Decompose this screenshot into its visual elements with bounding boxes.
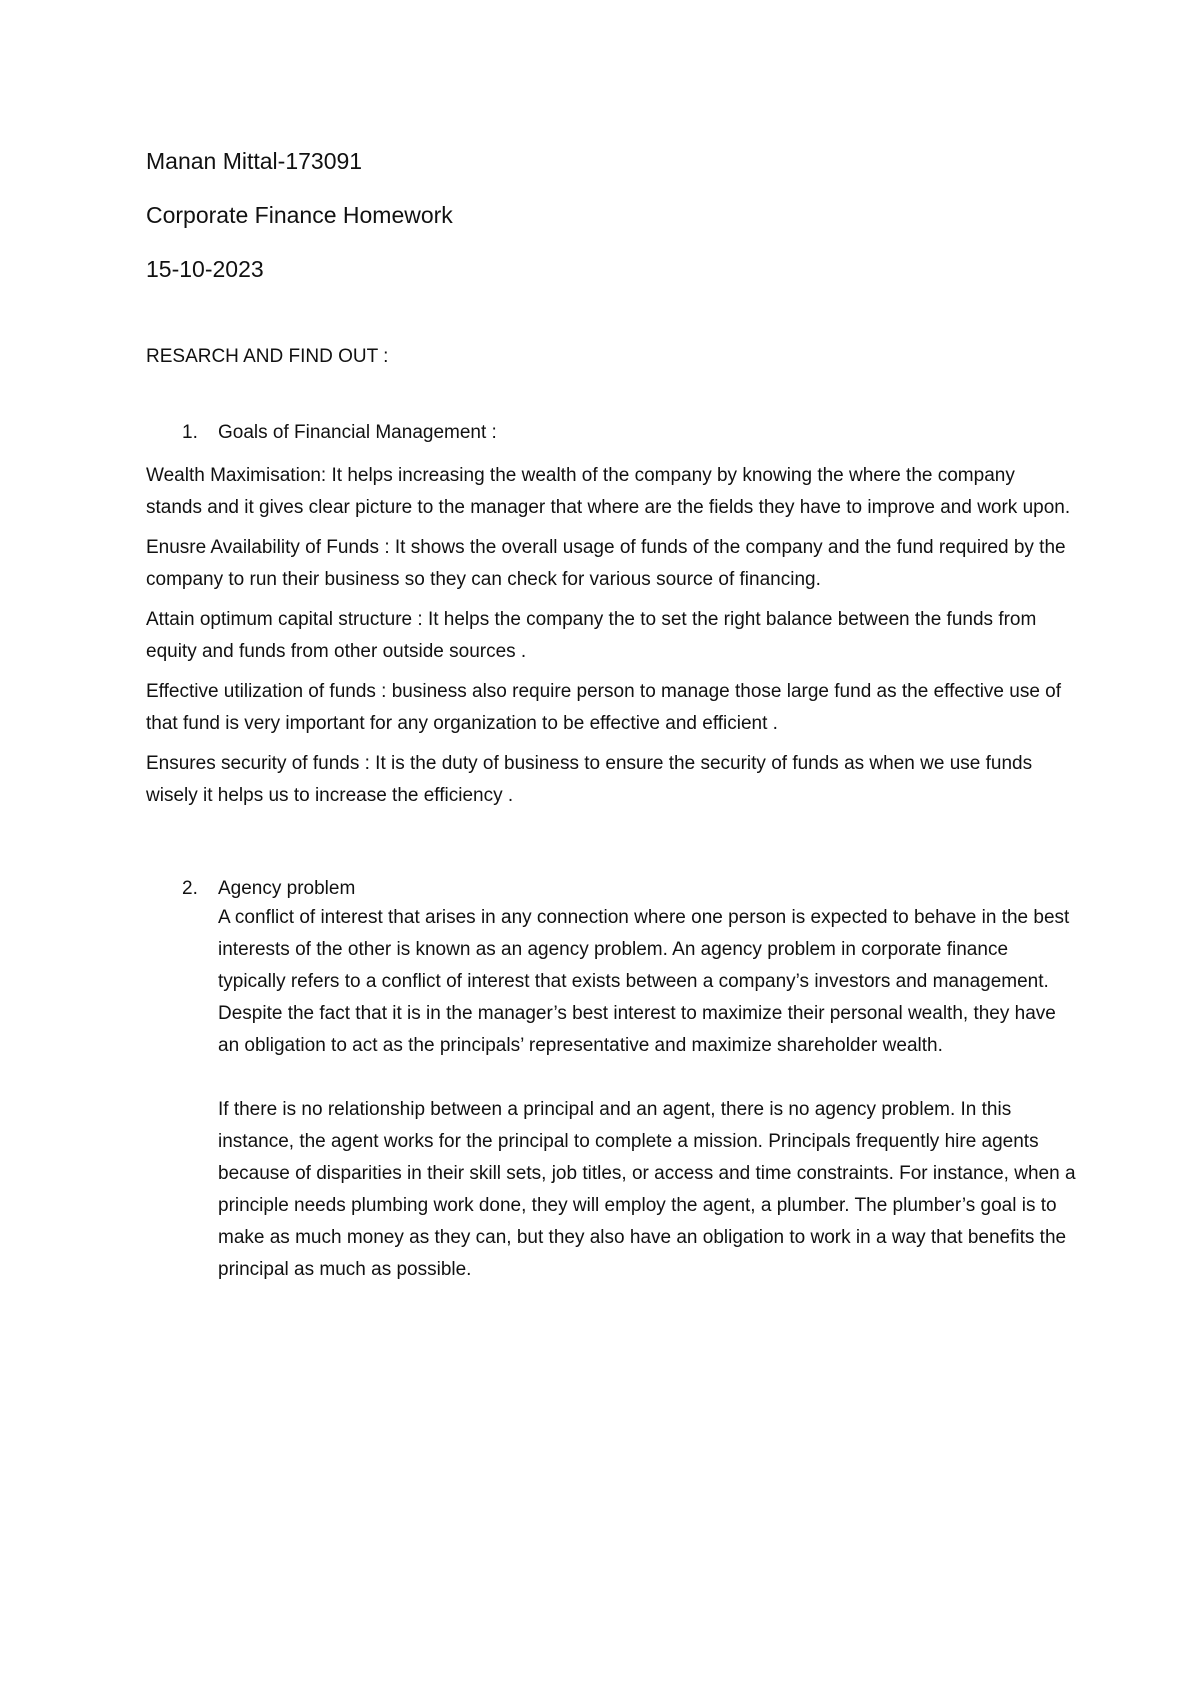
list-number: 2.: [182, 878, 198, 899]
document-content: [146, 146, 1076, 1286]
section-heading: RESARCH AND FIND OUT :: [146, 346, 389, 367]
list-number: 1.: [182, 422, 198, 443]
goal-paragraph-capital-structure: Attain optimum capital structure : It helps the company the to set the right balance between the funds from equity and funds from other outside sources .: [146, 609, 1037, 662]
agency-paragraph-definition: A conflict of interest that arises in any connection where one person is expected to behave in the best interests of the other is known as an agency problem. An agency problem in corporate finance typically refers to a conflict of interest that exists between a company’s investors and management. Despite the fact that it is in the manager’s best interest to maximize their personal wealth, they have an obligation to act as the principals’ representative and maximize shareholder wealth.: [218, 907, 1070, 1056]
goal-paragraph-utilization-of-funds: Effective utilization of funds : business also require person to manage those large fund as the effective use of that fund is very important for any organization to be effective and efficient .: [146, 681, 1062, 734]
list-item-title-text: Agency problem: [218, 878, 356, 899]
course-title: Corporate Finance Homework: [146, 202, 453, 228]
agency-problem-body: [218, 902, 1076, 1286]
goal-paragraph-wealth-maximisation: Wealth Maximisation: It helps increasing the wealth of the company by knowing the where the company stands and it gives clear picture to the manager that where are the fields they have to improve and work upon.: [146, 465, 1071, 518]
goal-paragraph-availability-of-funds: Enusre Availability of Funds : It shows the overall usage of funds of the company and the fund required by the company to run their business so they can check for various source of financing.: [146, 537, 1066, 590]
agency-paragraph-example: If there is no relationship between a principal and an agent, there is no agency problem. In this instance, the agent works for the principal to complete a mission. Principals frequently hire agents because of disparities in their skill sets, job titles, or access and time constraints. For instance, when a principle needs plumbing work done, they will employ the agent, a plumber. The plumber’s goal is to make as much money as they can, but they also have an obligation to work in a way that benefits the principal as much as possible.: [218, 1099, 1076, 1280]
goal-paragraph-security-of-funds: Ensures security of funds : It is the duty of business to ensure the security of funds as when we use funds wisely it helps us to increase the efficiency .: [146, 753, 1033, 806]
document-date: 15-10-2023: [146, 256, 264, 282]
list-item-2-title: [146, 876, 1076, 902]
list-item-2: [146, 876, 1076, 1286]
author-line: Manan Mittal-173091: [146, 148, 363, 174]
list-item-title-text: Goals of Financial Management :: [218, 422, 497, 443]
list-item-1-title: [146, 420, 1076, 446]
